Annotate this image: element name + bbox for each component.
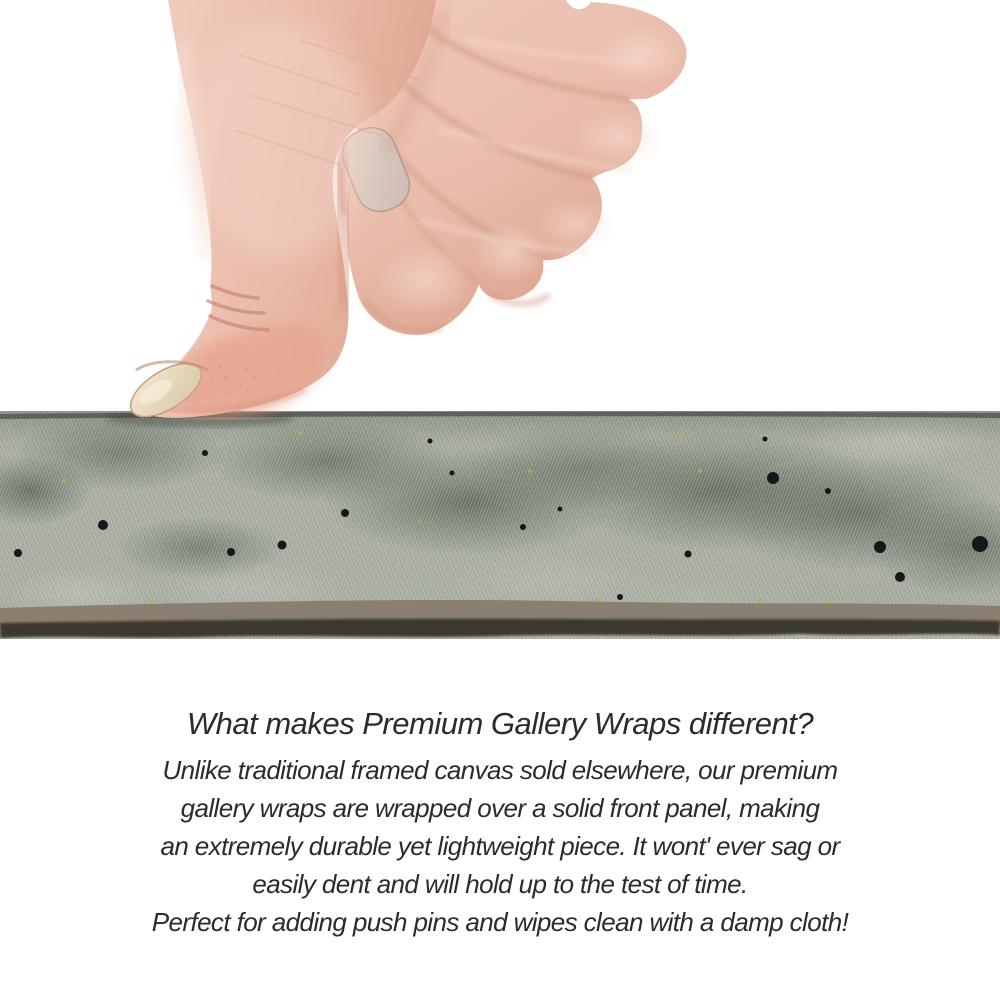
info-line-4: easily dent and will hold up to the test of time. xyxy=(252,869,748,899)
canvas-grain-light xyxy=(0,411,1000,609)
hand-photo xyxy=(0,0,1000,420)
info-line-2: gallery wraps are wrapped over a solid front panel, making xyxy=(180,793,820,823)
info-text xyxy=(0,704,1000,941)
info-line-1: Unlike traditional framed canvas sold elsewhere, our premium xyxy=(162,755,838,785)
canvas-edge-strip xyxy=(0,411,1000,639)
info-heading: What makes Premium Gallery Wraps different? xyxy=(186,706,814,741)
info-line-3: an extremely durable yet lightweight piece. It wont' ever sag or xyxy=(160,831,840,861)
info-line-5: Perfect for adding push pins and wipes clean with a damp cloth! xyxy=(151,907,849,937)
canvas-strip-overlay xyxy=(0,411,1000,639)
canvas-bottom-dark-edge xyxy=(0,619,1000,638)
